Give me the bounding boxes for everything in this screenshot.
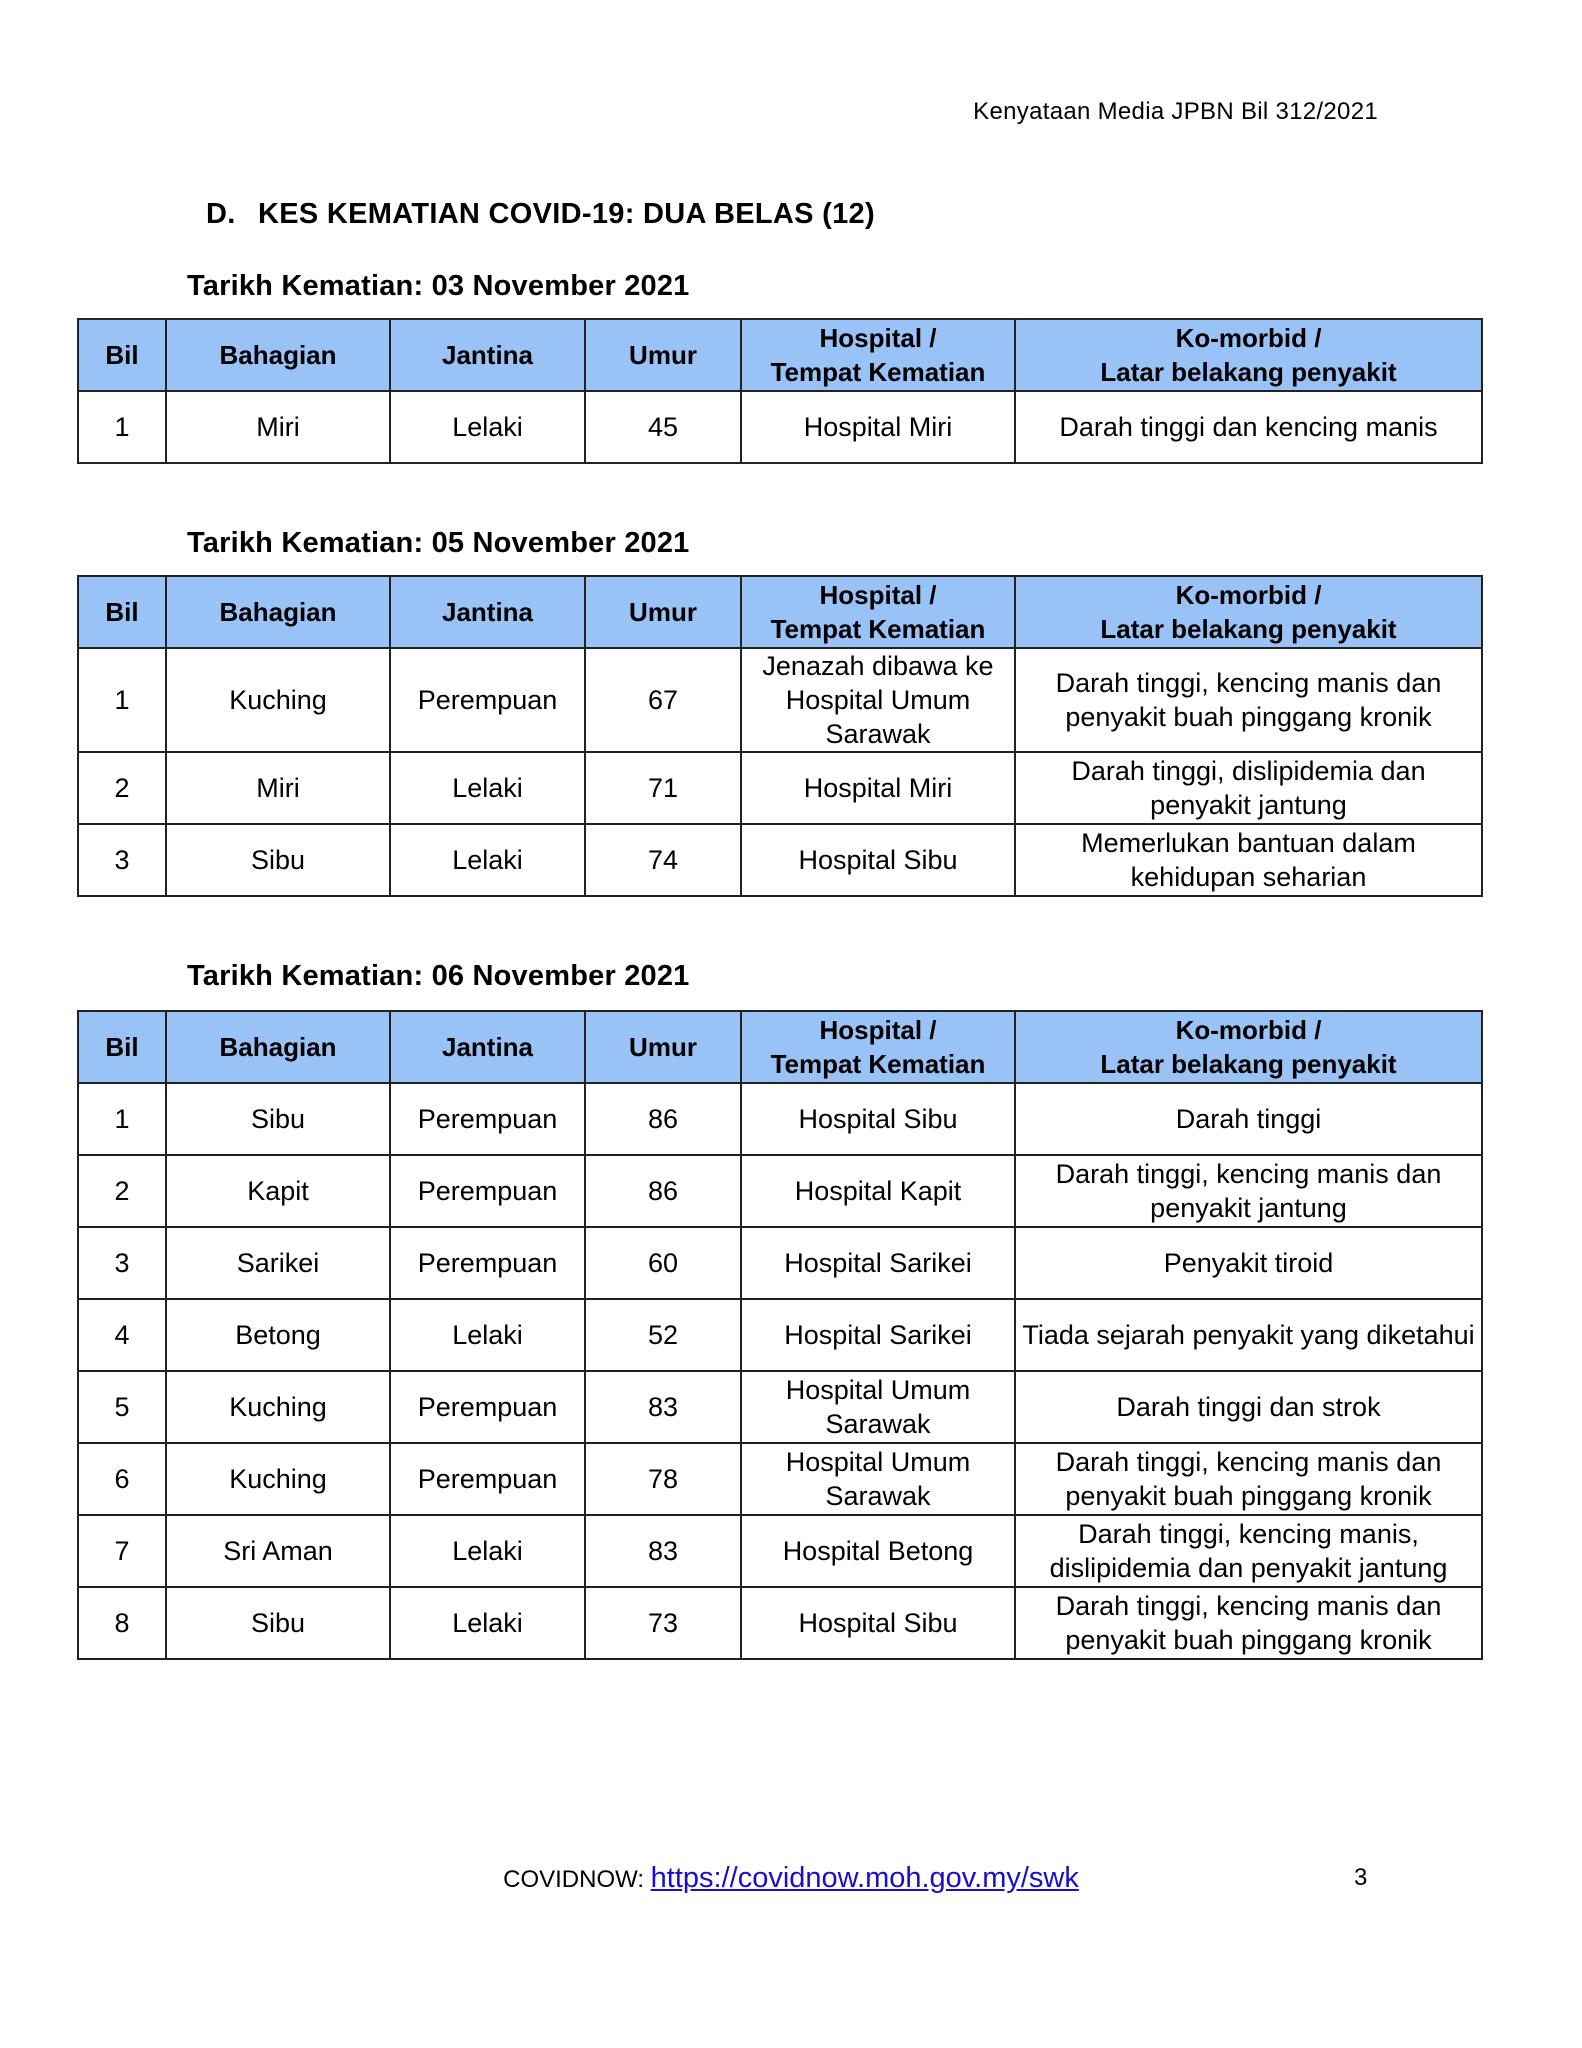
- cell-hospital: Hospital Miri: [741, 391, 1015, 463]
- cell-komorbid: Darah tinggi: [1015, 1083, 1482, 1155]
- table-header-row: [78, 576, 1482, 648]
- col-header-hospital: [741, 576, 1015, 648]
- table-row: [78, 1083, 1482, 1155]
- cell-jantina: Lelaki: [390, 1515, 585, 1587]
- cell-bahagian: Sri Aman: [166, 1515, 390, 1587]
- col-header-jantina: Jantina: [390, 576, 585, 648]
- cell-jantina: Lelaki: [390, 1299, 585, 1371]
- col-header-jantina: Jantina: [390, 319, 585, 391]
- cell-hospital: Hospital Kapit: [741, 1155, 1015, 1227]
- covidnow-link[interactable]: https://covidnow.moh.gov.my/swk: [650, 1862, 1079, 1894]
- cell-bil: 2: [78, 752, 166, 824]
- cell-bahagian: Sibu: [166, 1083, 390, 1155]
- cell-umur: 71: [585, 752, 741, 824]
- cell-bil: 8: [78, 1587, 166, 1659]
- col-header-komorbid: [1015, 576, 1482, 648]
- col-header-bahagian: Bahagian: [166, 319, 390, 391]
- cell-hospital: Hospital Sarikei: [741, 1227, 1015, 1299]
- footer-prefix: COVIDNOW:: [503, 1866, 651, 1893]
- col-header-bahagian: Bahagian: [166, 576, 390, 648]
- table-row: [78, 1155, 1482, 1227]
- cell-umur: 45: [585, 391, 741, 463]
- cell-bahagian: Betong: [166, 1299, 390, 1371]
- table-row: [78, 824, 1482, 896]
- col-header-hospital-line2: Tempat Kematian: [770, 1049, 986, 1079]
- cell-umur: 83: [585, 1371, 741, 1443]
- cell-komorbid: Darah tinggi, kencing manis dan penyakit buah pinggang kronik: [1015, 1443, 1482, 1515]
- col-header-komorbid-line1: Ko-morbid /: [1175, 323, 1322, 353]
- col-header-hospital-line1: Hospital /: [819, 580, 937, 610]
- cell-komorbid: Tiada sejarah penyakit yang diketahui: [1015, 1299, 1482, 1371]
- cell-bil: 4: [78, 1299, 166, 1371]
- cell-komorbid: Darah tinggi, dislipidemia dan penyakit jantung: [1015, 752, 1482, 824]
- col-header-komorbid: [1015, 1011, 1482, 1083]
- cell-komorbid: Darah tinggi, kencing manis, dislipidemia dan penyakit jantung: [1015, 1515, 1482, 1587]
- cell-hospital: Hospital Sibu: [741, 1587, 1015, 1659]
- section-title: KES KEMATIAN COVID-19: DUA BELAS (12): [258, 198, 875, 230]
- cell-komorbid: Darah tinggi, kencing manis dan penyakit buah pinggang kronik: [1015, 648, 1482, 752]
- cell-umur: 67: [585, 648, 741, 752]
- cell-umur: 83: [585, 1515, 741, 1587]
- cell-komorbid: Darah tinggi, kencing manis dan penyakit buah pinggang kronik: [1015, 1587, 1482, 1659]
- cell-umur: 86: [585, 1155, 741, 1227]
- cell-komorbid: Memerlukan bantuan dalam kehidupan seharian: [1015, 824, 1482, 896]
- cell-bil: 3: [78, 824, 166, 896]
- cell-bahagian: Kuching: [166, 1371, 390, 1443]
- cell-hospital: Hospital Umum Sarawak: [741, 1443, 1015, 1515]
- cell-bil: 6: [78, 1443, 166, 1515]
- col-header-umur: Umur: [585, 1011, 741, 1083]
- table-row: [78, 1371, 1482, 1443]
- table-row: [78, 391, 1482, 463]
- cell-hospital: Hospital Sibu: [741, 1083, 1015, 1155]
- cell-hospital: Hospital Sarikei: [741, 1299, 1015, 1371]
- col-header-jantina: Jantina: [390, 1011, 585, 1083]
- cell-bil: 2: [78, 1155, 166, 1227]
- col-header-hospital: [741, 1011, 1015, 1083]
- cell-jantina: Perempuan: [390, 1083, 585, 1155]
- col-header-komorbid-line2: Latar belakang penyakit: [1100, 357, 1397, 387]
- cell-hospital: Hospital Umum Sarawak: [741, 1371, 1015, 1443]
- page-number: 3: [1354, 1864, 1368, 1891]
- col-header-hospital: [741, 319, 1015, 391]
- cell-umur: 60: [585, 1227, 741, 1299]
- cell-jantina: Perempuan: [390, 1371, 585, 1443]
- table-header-row: [78, 319, 1482, 391]
- cell-jantina: Perempuan: [390, 1443, 585, 1515]
- col-header-komorbid: [1015, 319, 1482, 391]
- cell-bil: 3: [78, 1227, 166, 1299]
- cell-jantina: Lelaki: [390, 1587, 585, 1659]
- cell-komorbid: Darah tinggi dan strok: [1015, 1371, 1482, 1443]
- cell-umur: 86: [585, 1083, 741, 1155]
- cell-bil: 5: [78, 1371, 166, 1443]
- col-header-umur: Umur: [585, 319, 741, 391]
- cell-jantina: Perempuan: [390, 648, 585, 752]
- date-heading-1: Tarikh Kematian: 03 November 2021: [187, 270, 690, 302]
- col-header-komorbid-line2: Latar belakang penyakit: [1100, 1049, 1397, 1079]
- cell-jantina: Lelaki: [390, 752, 585, 824]
- col-header-bil: Bil: [78, 576, 166, 648]
- cell-bil: 7: [78, 1515, 166, 1587]
- cell-bil: 1: [78, 648, 166, 752]
- cell-bahagian: Sibu: [166, 824, 390, 896]
- cell-hospital: Jenazah dibawa ke Hospital Umum Sarawak: [741, 648, 1015, 752]
- table-row: [78, 1443, 1482, 1515]
- table-row: [78, 1227, 1482, 1299]
- cell-umur: 78: [585, 1443, 741, 1515]
- cell-jantina: Perempuan: [390, 1227, 585, 1299]
- section-heading: [206, 198, 875, 231]
- cell-komorbid: Penyakit tiroid: [1015, 1227, 1482, 1299]
- cell-bil: 1: [78, 391, 166, 463]
- cell-bahagian: Miri: [166, 752, 390, 824]
- cell-bahagian: Miri: [166, 391, 390, 463]
- cell-bahagian: Sarikei: [166, 1227, 390, 1299]
- cell-jantina: Lelaki: [390, 391, 585, 463]
- col-header-komorbid-line1: Ko-morbid /: [1175, 1015, 1322, 1045]
- cell-hospital: Hospital Betong: [741, 1515, 1015, 1587]
- deaths-table-1: [77, 318, 1483, 464]
- cell-umur: 52: [585, 1299, 741, 1371]
- cell-komorbid: Darah tinggi dan kencing manis: [1015, 391, 1482, 463]
- col-header-bil: Bil: [78, 1011, 166, 1083]
- cell-hospital: Hospital Miri: [741, 752, 1015, 824]
- deaths-table-3: [77, 1010, 1483, 1660]
- deaths-table-2: [77, 575, 1483, 897]
- table-row: [78, 1587, 1482, 1659]
- cell-bahagian: Kuching: [166, 1443, 390, 1515]
- cell-umur: 74: [585, 824, 741, 896]
- col-header-hospital-line1: Hospital /: [819, 323, 937, 353]
- cell-jantina: Perempuan: [390, 1155, 585, 1227]
- col-header-hospital-line1: Hospital /: [819, 1015, 937, 1045]
- cell-umur: 73: [585, 1587, 741, 1659]
- cell-bil: 1: [78, 1083, 166, 1155]
- cell-komorbid: Darah tinggi, kencing manis dan penyakit jantung: [1015, 1155, 1482, 1227]
- header-reference: Kenyataan Media JPBN Bil 312/2021: [973, 98, 1378, 125]
- footer: [0, 1862, 1582, 1895]
- col-header-komorbid-line2: Latar belakang penyakit: [1100, 614, 1397, 644]
- cell-bahagian: Kuching: [166, 648, 390, 752]
- cell-bahagian: Kapit: [166, 1155, 390, 1227]
- col-header-hospital-line2: Tempat Kematian: [770, 614, 986, 644]
- table-row: [78, 1299, 1482, 1371]
- table-row: [78, 1515, 1482, 1587]
- cell-hospital: Hospital Sibu: [741, 824, 1015, 896]
- table-header-row: [78, 1011, 1482, 1083]
- table-row: [78, 752, 1482, 824]
- col-header-bil: Bil: [78, 319, 166, 391]
- cell-bahagian: Sibu: [166, 1587, 390, 1659]
- col-header-bahagian: Bahagian: [166, 1011, 390, 1083]
- cell-jantina: Lelaki: [390, 824, 585, 896]
- date-heading-3: Tarikh Kematian: 06 November 2021: [187, 960, 690, 992]
- col-header-hospital-line2: Tempat Kematian: [770, 357, 986, 387]
- table-row: [78, 648, 1482, 752]
- col-header-umur: Umur: [585, 576, 741, 648]
- col-header-komorbid-line1: Ko-morbid /: [1175, 580, 1322, 610]
- date-heading-2: Tarikh Kematian: 05 November 2021: [187, 527, 690, 559]
- section-letter: D.: [206, 198, 236, 230]
